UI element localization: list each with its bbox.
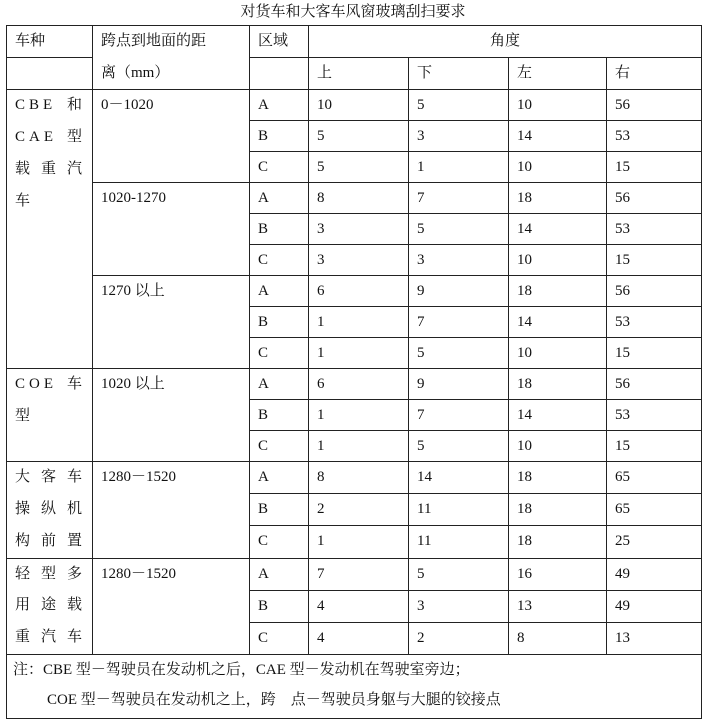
- angle-up-cell: 4: [309, 590, 409, 622]
- angle-right-cell: 15: [607, 431, 702, 462]
- note-row: [7, 654, 702, 718]
- angle-right-cell: 56: [607, 369, 702, 400]
- angle-left-cell: 14: [509, 121, 607, 152]
- table-title: 对货车和大客车风窗玻璃刮扫要求: [240, 4, 466, 20]
- zone-cell: B: [250, 121, 309, 152]
- angle-up-cell: 10: [309, 90, 409, 121]
- vehicle-type-line: 轻型多: [15, 565, 86, 582]
- angle-left-cell: 8: [509, 622, 607, 654]
- angle-left-cell: 18: [509, 276, 607, 307]
- vehicle-type-cell: [7, 369, 93, 462]
- angle-left-cell: 10: [509, 90, 607, 121]
- angle-up-cell: 6: [309, 369, 409, 400]
- zone-cell: B: [250, 494, 309, 526]
- table-row: [7, 90, 702, 121]
- angle-down-cell: 7: [409, 307, 509, 338]
- header-down: 下: [409, 58, 509, 90]
- angle-right-cell: 53: [607, 307, 702, 338]
- angle-up-cell: 2: [309, 494, 409, 526]
- vehicle-type-cell: [7, 90, 93, 369]
- vehicle-type-line: CAE 型: [15, 129, 86, 146]
- angle-right-cell: 49: [607, 558, 702, 590]
- angle-left-cell: 10: [509, 338, 607, 369]
- vehicle-type-line: 重汽车: [15, 628, 86, 645]
- angle-right-cell: 65: [607, 494, 702, 526]
- angle-left-cell: 14: [509, 400, 607, 431]
- angle-down-cell: 1: [409, 152, 509, 183]
- vehicle-type-line: 车: [15, 192, 35, 209]
- wiper-requirements-table: [6, 25, 702, 719]
- angle-up-cell: 3: [309, 214, 409, 245]
- zone-cell: C: [250, 245, 309, 276]
- vehicle-type-line: COE 车: [15, 376, 86, 393]
- header-zone-cont: [250, 58, 309, 90]
- angle-left-cell: 10: [509, 431, 607, 462]
- header-distance: [93, 26, 250, 90]
- angle-left-cell: 18: [509, 526, 607, 558]
- angle-up-cell: 3: [309, 245, 409, 276]
- angle-left-cell: 18: [509, 462, 607, 494]
- zone-cell: A: [250, 183, 309, 214]
- angle-up-cell: 1: [309, 338, 409, 369]
- angle-up-cell: 1: [309, 307, 409, 338]
- angle-left-cell: 14: [509, 214, 607, 245]
- header-left: 左: [509, 58, 607, 90]
- header-vehicle-cont: [7, 58, 93, 90]
- angle-right-cell: 65: [607, 462, 702, 494]
- zone-cell: B: [250, 590, 309, 622]
- zone-cell: C: [250, 526, 309, 558]
- angle-right-cell: 56: [607, 90, 702, 121]
- angle-up-cell: 1: [309, 400, 409, 431]
- angle-down-cell: 11: [409, 494, 509, 526]
- angle-down-cell: 5: [409, 558, 509, 590]
- angle-down-cell: 9: [409, 369, 509, 400]
- header-distance-line2: 离（mm）: [101, 64, 170, 81]
- vehicle-type-line: 大客车: [15, 469, 86, 486]
- angle-right-cell: 56: [607, 183, 702, 214]
- angle-left-cell: 16: [509, 558, 607, 590]
- angle-right-cell: 49: [607, 590, 702, 622]
- vehicle-type-line: 操纵机: [15, 501, 86, 518]
- angle-right-cell: 53: [607, 400, 702, 431]
- angle-right-cell: 15: [607, 338, 702, 369]
- header-angle: 角度: [309, 26, 702, 58]
- table-row: [7, 369, 702, 400]
- zone-cell: C: [250, 338, 309, 369]
- note-line2: COE 型－驾驶员在发动机之上，跨 点－驾驶员身躯与大腿的铰接点: [47, 691, 501, 708]
- angle-right-cell: 13: [607, 622, 702, 654]
- vehicle-type-line: 载重汽: [15, 160, 86, 177]
- zone-cell: C: [250, 431, 309, 462]
- note-line1: 注：CBE 型－驾驶员在发动机之后，CAE 型－发动机在驾驶室旁边；: [13, 661, 470, 678]
- angle-down-cell: 5: [409, 338, 509, 369]
- angle-up-cell: 5: [309, 152, 409, 183]
- angle-up-cell: 7: [309, 558, 409, 590]
- angle-down-cell: 5: [409, 90, 509, 121]
- angle-down-cell: 3: [409, 121, 509, 152]
- angle-right-cell: 25: [607, 526, 702, 558]
- vehicle-type-line: CBE 和: [15, 97, 86, 114]
- table-row: [7, 183, 702, 214]
- vehicle-type-line: 型: [15, 408, 35, 425]
- table-row: [7, 462, 702, 494]
- vehicle-type-line: 用途载: [15, 597, 86, 614]
- angle-down-cell: 5: [409, 214, 509, 245]
- angle-down-cell: 7: [409, 400, 509, 431]
- angle-left-cell: 18: [509, 494, 607, 526]
- angle-down-cell: 9: [409, 276, 509, 307]
- zone-cell: A: [250, 462, 309, 494]
- angle-left-cell: 18: [509, 369, 607, 400]
- angle-down-cell: 3: [409, 590, 509, 622]
- zone-cell: B: [250, 214, 309, 245]
- angle-up-cell: 4: [309, 622, 409, 654]
- angle-left-cell: 13: [509, 590, 607, 622]
- angle-up-cell: 1: [309, 431, 409, 462]
- angle-up-cell: 8: [309, 462, 409, 494]
- zone-cell: C: [250, 152, 309, 183]
- vehicle-type-cell: [7, 462, 93, 558]
- header-vehicle: 车种: [7, 26, 93, 58]
- header-zone: 区域: [250, 26, 309, 58]
- vehicle-type-cell: [7, 558, 93, 654]
- angle-right-cell: 15: [607, 245, 702, 276]
- angle-left-cell: 18: [509, 183, 607, 214]
- distance-cell: 1270 以上: [93, 276, 250, 369]
- angle-down-cell: 14: [409, 462, 509, 494]
- zone-cell: C: [250, 622, 309, 654]
- angle-down-cell: 2: [409, 622, 509, 654]
- angle-down-cell: 7: [409, 183, 509, 214]
- zone-cell: B: [250, 400, 309, 431]
- angle-down-cell: 5: [409, 431, 509, 462]
- angle-up-cell: 1: [309, 526, 409, 558]
- angle-left-cell: 14: [509, 307, 607, 338]
- table-note: [7, 654, 702, 718]
- zone-cell: A: [250, 276, 309, 307]
- angle-right-cell: 53: [607, 121, 702, 152]
- angle-up-cell: 5: [309, 121, 409, 152]
- angle-right-cell: 56: [607, 276, 702, 307]
- angle-left-cell: 10: [509, 245, 607, 276]
- angle-up-cell: 6: [309, 276, 409, 307]
- distance-cell: 0－1020: [93, 90, 250, 183]
- zone-cell: A: [250, 90, 309, 121]
- zone-cell: A: [250, 369, 309, 400]
- zone-cell: B: [250, 307, 309, 338]
- angle-left-cell: 10: [509, 152, 607, 183]
- table-body: [7, 90, 702, 654]
- distance-cell: 1020-1270: [93, 183, 250, 276]
- distance-cell: 1280－1520: [93, 558, 250, 654]
- header-right: 右: [607, 58, 702, 90]
- vehicle-type-line: 构前置: [15, 532, 86, 549]
- angle-down-cell: 11: [409, 526, 509, 558]
- header-row-1: [7, 26, 702, 58]
- angle-down-cell: 3: [409, 245, 509, 276]
- header-distance-line1: 跨点到地面的距: [101, 33, 207, 49]
- distance-cell: 1020 以上: [93, 369, 250, 462]
- zone-cell: A: [250, 558, 309, 590]
- header-up: 上: [309, 58, 409, 90]
- angle-up-cell: 8: [309, 183, 409, 214]
- distance-cell: 1280－1520: [93, 462, 250, 558]
- table-row: [7, 276, 702, 307]
- angle-right-cell: 15: [607, 152, 702, 183]
- table-row: [7, 558, 702, 590]
- angle-right-cell: 53: [607, 214, 702, 245]
